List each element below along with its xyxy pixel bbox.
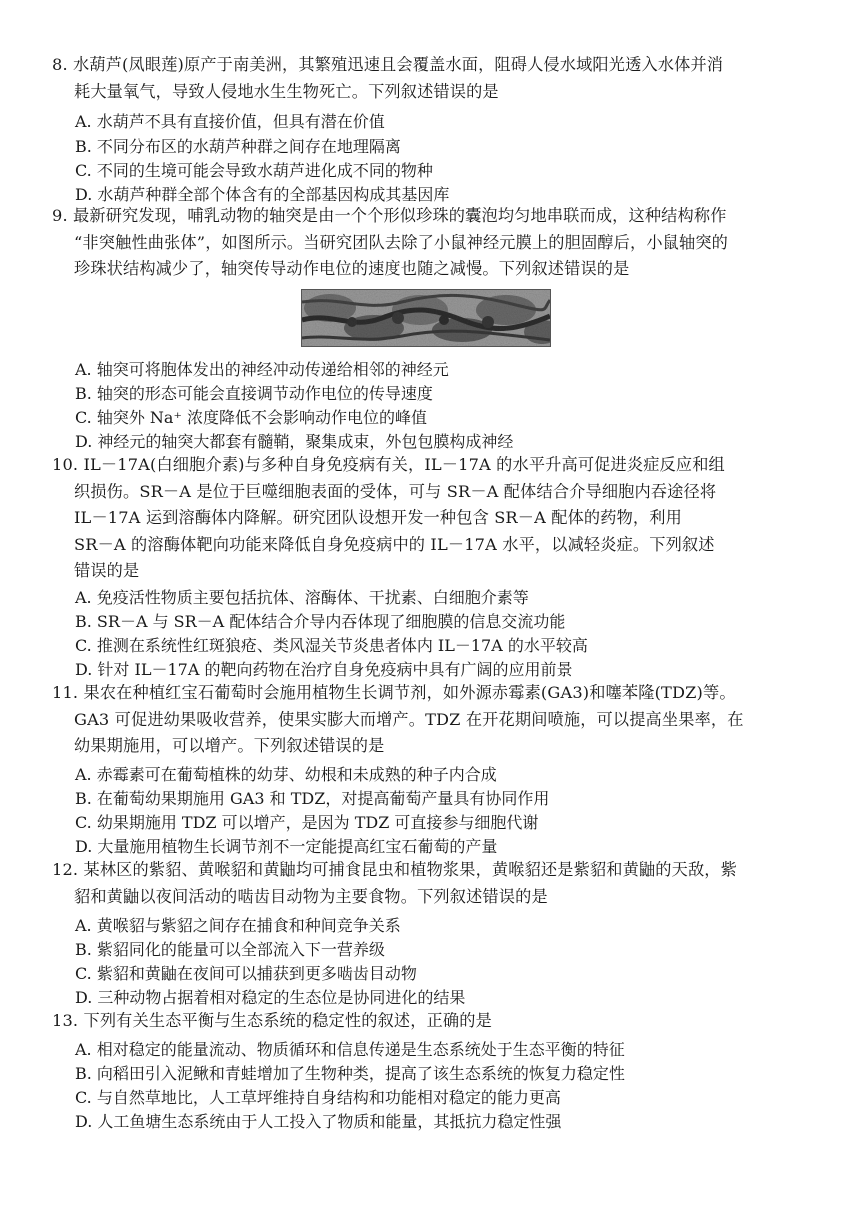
- question-9-option-c: C. 轴突外 Na⁺ 浓度降低不会影响动作电位的峰值: [75, 408, 428, 427]
- question-11-line-1: 11. 果农在种植红宝石葡萄时会施用植物生长调节剂，如外源赤霉素(GA3)和噻苯隆(TDZ)等。: [52, 683, 736, 702]
- question-10-option-a: A. 免疫活性物质主要包括抗体、溶酶体、干扰素、白细胞介素等: [75, 588, 529, 607]
- question-11-option-c: C. 幼果期施用 TDZ 可以增产，是因为 TDZ 可直接参与细胞代谢: [75, 813, 539, 832]
- question-12-line-1: 12. 某林区的紫貂、黄喉貂和黄鼬均可捕食昆虫和植物浆果，黄喉貂还是紫貂和黄鼬的天敌，紫: [52, 860, 737, 879]
- question-12-option-b: B. 紫貂同化的能量可以全部流入下一营养级: [75, 940, 385, 959]
- question-10-line-4: SR－A 的溶酶体靶向功能来降低自身免疫病中的 IL－17A 水平，以减轻炎症。下列叙述: [74, 534, 715, 554]
- question-11-line-3: 幼果期施用，可以增产。下列叙述错误的是: [74, 736, 385, 755]
- question-9-option-a: A. 轴突可将胞体发出的神经冲动传递给相邻的神经元: [75, 360, 449, 379]
- question-8-option-a: A. 水葫芦不具有直接价值，但具有潜在价值: [75, 112, 385, 131]
- question-10-line-2: 织损伤。SR－A 是位于巨噬细胞表面的受体，可与 SR－A 配体结合介导细胞内吞途径将: [74, 481, 717, 501]
- question-9-line-3: 珍珠状结构减少了，轴突传导动作电位的速度也随之减慢。下列叙述错误的是: [74, 259, 630, 278]
- axon-microscope-image: [301, 289, 551, 347]
- question-12-option-d: D. 三种动物占据着相对稳定的生态位是协同进化的结果: [75, 988, 466, 1007]
- question-9-line-1: 9. 最新研究发现，哺乳动物的轴突是由一个个形似珍珠的囊泡均匀地串联而成，这种结构称作: [52, 206, 727, 225]
- question-13-stem: [52, 1008, 804, 1035]
- question-10-line-1: 10. IL－17A(白细胞介素)与多种自身免疫病有关，IL－17A 的水平升高可促进炎症反应和组: [52, 455, 725, 474]
- question-13-option-b: B. 向稻田引入泥鳅和青蛙增加了生物种类，提高了该生态系统的恢复力稳定性: [75, 1064, 625, 1083]
- question-13-option-a: A. 相对稳定的能量流动、物质循环和信息传递是生态系统处于生态平衡的特征: [75, 1040, 625, 1059]
- question-12-stem: [52, 857, 804, 910]
- question-12-option-c: C. 紫貂和黄鼬在夜间可以捕获到更多啮齿目动物: [75, 964, 417, 983]
- question-8-stem: [52, 52, 804, 105]
- question-9-option-d: D. 神经元的轴突大都套有髓鞘，聚集成束，外包包膜构成神经: [75, 432, 514, 451]
- question-13-option-d: D. 人工鱼塘生态系统由于人工投入了物质和能量，其抵抗力稳定性强: [75, 1112, 562, 1131]
- question-8-option-b: B. 不同分布区的水葫芦种群之间存在地理隔离: [75, 137, 401, 156]
- question-11-option-b: B. 在葡萄幼果期施用 GA3 和 TDZ，对提高葡萄产量具有协同作用: [75, 789, 550, 808]
- question-11-line-2: GA3 可促进幼果吸收营养，使果实膨大而增产。TDZ 在开花期间喷施，可以提高坐果率，在: [74, 709, 744, 729]
- axon-image-graphic: [302, 290, 550, 346]
- question-10-stem: [52, 452, 804, 585]
- question-11-stem: [52, 680, 804, 760]
- question-13-line-1: 13. 下列有关生态平衡与生态系统的稳定性的叙述，正确的是: [52, 1011, 492, 1030]
- question-10-option-c: C. 推测在系统性红斑狼疮、类风湿关节炎患者体内 IL－17A 的水平较高: [75, 636, 588, 655]
- question-10-line-3: IL－17A 运到溶酶体内降解。研究团队设想开发一种包含 SR－A 配体的药物，利用: [74, 508, 682, 527]
- question-11-option-a: A. 赤霉素可在葡萄植株的幼芽、幼根和未成熟的种子内合成: [75, 765, 497, 784]
- question-8-option-d: D. 水葫芦种群全部个体含有的全部基因构成其基因库: [75, 185, 450, 204]
- question-12-line-2: 貂和黄鼬以夜间活动的啮齿目动物为主要食物。下列叙述错误的是: [74, 886, 548, 906]
- question-10-option-b: B. SR－A 与 SR－A 配体结合介导内吞体现了细胞膜的信息交流功能: [75, 612, 566, 631]
- question-10-option-d: D. 针对 IL－17A 的靶向药物在治疗自身免疫病中具有广阔的应用前景: [75, 660, 573, 679]
- question-13-option-c: C. 与自然草地比，人工草坪维持自身结构和功能相对稳定的能力更高: [75, 1088, 561, 1107]
- question-10-line-5: 错误的是: [74, 561, 140, 580]
- question-8-option-c: C. 不同的生境可能会导致水葫芦进化成不同的物种: [75, 161, 433, 180]
- question-9-stem: [52, 203, 804, 283]
- question-9-line-2: “非突触性曲张体”，如图所示。当研究团队去除了小鼠神经元膜上的胆固醇后，小鼠轴突的: [74, 232, 729, 252]
- question-8-line-1: 8. 水葫芦(凤眼莲)原产于南美洲，其繁殖迅速且会覆盖水面，阻碍人侵水域阳光透入水体并消: [52, 55, 724, 74]
- question-8-line-2: 耗大量氧气，导致人侵地水生生物死亡。下列叙述错误的是: [74, 81, 499, 101]
- question-12-option-a: A. 黄喉貂与紫貂之间存在捕食和种间竞争关系: [75, 916, 401, 935]
- question-11-option-d: D. 大量施用植物生长调节剂不一定能提高红宝石葡萄的产量: [75, 837, 498, 856]
- question-9-option-b: B. 轴突的形态可能会直接调节动作电位的传导速度: [75, 384, 433, 403]
